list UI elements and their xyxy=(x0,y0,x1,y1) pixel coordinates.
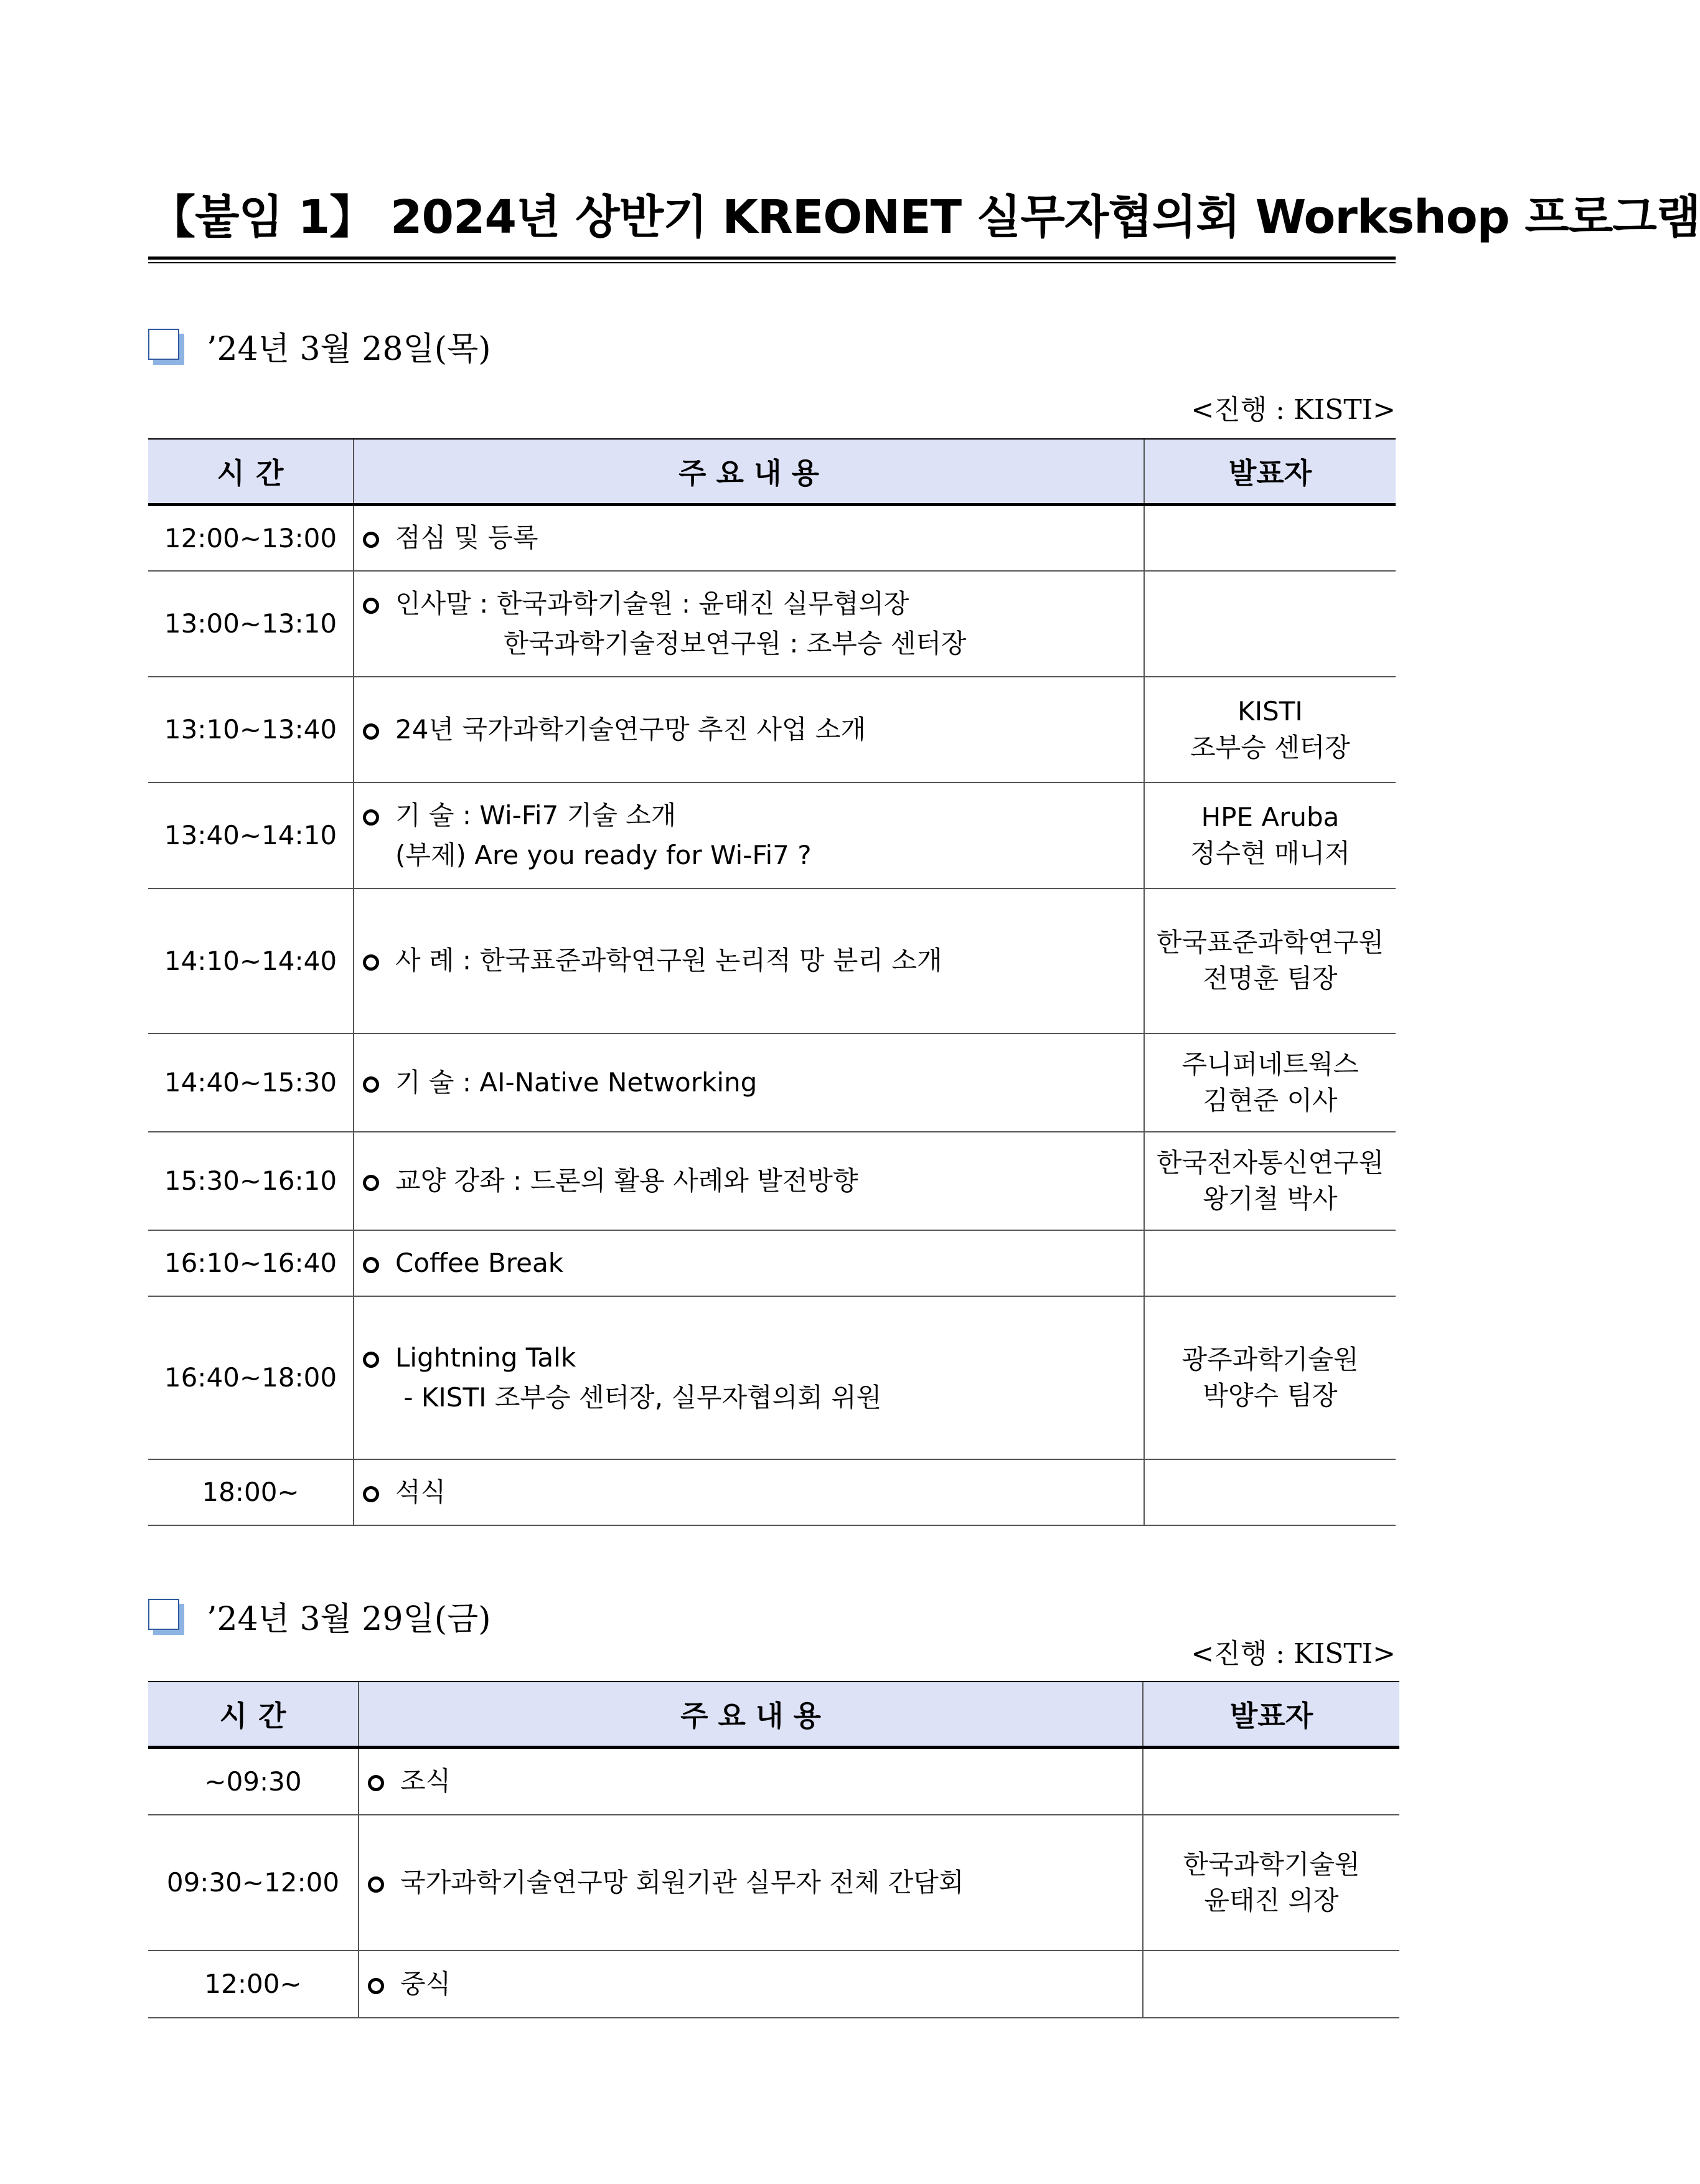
table-row xyxy=(148,888,1396,1033)
content-text: 점심 및 등록 xyxy=(395,522,538,553)
table-row xyxy=(148,783,1396,888)
header-time: 시 간 xyxy=(148,439,354,505)
header-content: 주 요 내 용 xyxy=(359,1682,1143,1748)
time-cell: 13:10~13:40 xyxy=(148,677,354,783)
time-cell: ~09:30 xyxy=(148,1748,359,1815)
speaker-line: 한국과학기술원 xyxy=(1183,1848,1360,1880)
content-line xyxy=(368,1863,1134,1903)
content-text: 사 례 : 한국표준과학연구원 논리적 망 분리 소개 xyxy=(395,945,942,976)
speaker-line: KISTI xyxy=(1237,695,1303,727)
speaker-cell xyxy=(1143,1748,1399,1815)
speaker-line: 한국전자통신연구원 xyxy=(1156,1147,1384,1178)
content-text: 중식 xyxy=(400,1968,451,1999)
content-cell xyxy=(354,571,1144,677)
speaker-line: 왕기철 박사 xyxy=(1203,1183,1338,1214)
circle-bullet-icon xyxy=(363,809,379,826)
circle-bullet-icon xyxy=(363,723,379,740)
page-title: 【붙임 1】 2024년 상반기 KREONET 실무자협의회 Workshop 프로그램 xyxy=(149,191,1700,244)
speaker-cell xyxy=(1144,505,1396,571)
checkbox-square-icon xyxy=(148,1599,182,1632)
content-text: 기 술 : Wi-Fi7 기술 소개 xyxy=(395,799,677,831)
circle-bullet-icon xyxy=(368,1978,384,1994)
time-cell: 16:40~18:00 xyxy=(148,1296,354,1459)
circle-bullet-icon xyxy=(363,598,379,614)
content-line xyxy=(363,710,1135,750)
time-cell: 13:00~13:10 xyxy=(148,571,354,677)
speaker-line: 윤태진 의장 xyxy=(1204,1885,1339,1916)
table-row xyxy=(148,677,1396,783)
content-text: - KISTI 조부승 센터장, 실무자협의회 위원 xyxy=(395,1381,882,1413)
content-text: 국가과학기술연구망 회원기관 실무자 전체 간담회 xyxy=(400,1866,964,1898)
content-text: 인사말 : 한국과학기술원 : 윤태진 실무협의장 xyxy=(395,588,909,619)
speaker-line: 김현준 이사 xyxy=(1203,1085,1338,1116)
content-cell xyxy=(354,1230,1144,1296)
day1-date: ’24년 3월 28일(목) xyxy=(207,330,491,368)
speaker-cell xyxy=(1144,1459,1396,1525)
time-cell: 13:40~14:10 xyxy=(148,783,354,888)
content-line xyxy=(363,624,1135,664)
time-cell: 14:40~15:30 xyxy=(148,1033,354,1132)
speaker-cell xyxy=(1144,1033,1396,1132)
content-text: 석식 xyxy=(395,1476,446,1507)
content-line xyxy=(363,796,1135,835)
speaker-cell xyxy=(1144,888,1396,1033)
content-line xyxy=(363,1378,1135,1418)
speaker-cell xyxy=(1144,571,1396,677)
content-text: (부제) Are you ready for Wi-Fi7 ? xyxy=(395,839,812,870)
table-row xyxy=(148,505,1396,571)
speaker-cell xyxy=(1144,783,1396,888)
checkbox-square-icon xyxy=(148,329,182,362)
title-rule-thin xyxy=(148,262,1396,263)
title-rule xyxy=(148,257,1396,260)
table-header-row xyxy=(148,1682,1399,1748)
time-cell: 09:30~12:00 xyxy=(148,1815,359,1951)
content-text: Lightning Talk xyxy=(395,1342,576,1373)
speaker-line: 박양수 팀장 xyxy=(1203,1380,1338,1411)
circle-bullet-icon xyxy=(368,1876,384,1893)
content-line xyxy=(363,1338,1135,1378)
header-speaker: 발표자 xyxy=(1143,1682,1399,1748)
speaker-cell xyxy=(1143,1951,1399,2018)
circle-bullet-icon xyxy=(363,1257,379,1273)
circle-bullet-icon xyxy=(363,1352,379,1368)
speaker-cell xyxy=(1143,1815,1399,1951)
table-row xyxy=(148,1951,1399,2018)
content-line xyxy=(363,1063,1135,1103)
header-content: 주 요 내 용 xyxy=(354,439,1144,505)
content-cell xyxy=(354,1459,1144,1525)
header-speaker: 발표자 xyxy=(1144,439,1396,505)
content-text: 24년 국가과학기술연구망 추진 사업 소개 xyxy=(395,713,866,745)
table-row xyxy=(148,1132,1396,1230)
day2-host: <진행 : KISTI> xyxy=(1191,1638,1396,1670)
content-cell xyxy=(354,677,1144,783)
day1-host: <진행 : KISTI> xyxy=(1191,394,1396,426)
time-cell: 14:10~14:40 xyxy=(148,888,354,1033)
table-header-row xyxy=(148,439,1396,505)
content-cell xyxy=(354,1296,1144,1459)
table-row xyxy=(148,1296,1396,1459)
content-line xyxy=(368,1964,1134,2004)
circle-bullet-icon xyxy=(363,954,379,971)
content-text: Coffee Break xyxy=(395,1247,564,1278)
content-cell xyxy=(359,1748,1143,1815)
table-row xyxy=(148,1748,1399,1815)
speaker-line: 조부승 센터장 xyxy=(1190,732,1350,763)
content-cell xyxy=(359,1815,1143,1951)
table-row xyxy=(148,1459,1396,1525)
speaker-cell xyxy=(1144,1132,1396,1230)
content-line xyxy=(368,1761,1134,1801)
circle-bullet-icon xyxy=(363,1076,379,1093)
content-cell xyxy=(354,505,1144,571)
content-cell xyxy=(354,783,1144,888)
table-row xyxy=(148,1230,1396,1296)
time-cell: 12:00~ xyxy=(148,1951,359,2018)
time-cell: 18:00~ xyxy=(148,1459,354,1525)
content-line xyxy=(363,835,1135,875)
time-cell: 15:30~16:10 xyxy=(148,1132,354,1230)
speaker-line: HPE Aruba xyxy=(1201,801,1340,832)
time-cell: 12:00~13:00 xyxy=(148,505,354,571)
table-row xyxy=(148,1033,1396,1132)
day1-heading xyxy=(148,324,491,367)
circle-bullet-icon xyxy=(368,1775,384,1791)
day2-heading xyxy=(148,1594,491,1637)
content-cell xyxy=(354,1033,1144,1132)
speaker-cell xyxy=(1144,1296,1396,1459)
day2-schedule-table xyxy=(148,1681,1399,2018)
header-time: 시 간 xyxy=(148,1682,359,1748)
speaker-line: 정수현 매니저 xyxy=(1190,837,1350,868)
content-line xyxy=(363,1243,1135,1283)
time-cell: 16:10~16:40 xyxy=(148,1230,354,1296)
speaker-line: 광주과학기술원 xyxy=(1181,1344,1359,1375)
speaker-line: 주니퍼네트웍스 xyxy=(1181,1048,1359,1080)
content-text: 기 술 : AI-Native Networking xyxy=(395,1066,758,1098)
speaker-cell xyxy=(1144,677,1396,783)
content-cell xyxy=(354,1132,1144,1230)
content-line xyxy=(363,941,1135,981)
speaker-line: 한국표준과학연구원 xyxy=(1156,927,1384,958)
table-row xyxy=(148,1815,1399,1951)
content-cell xyxy=(354,888,1144,1033)
circle-bullet-icon xyxy=(363,532,379,548)
content-text: 교양 강좌 : 드론의 활용 사례와 발전방향 xyxy=(395,1165,858,1196)
day1-schedule-table xyxy=(148,438,1396,1526)
content-line xyxy=(363,1161,1135,1201)
content-text: 조식 xyxy=(400,1766,451,1797)
speaker-line: 전명훈 팀장 xyxy=(1203,963,1338,994)
circle-bullet-icon xyxy=(363,1175,379,1191)
content-line xyxy=(363,584,1135,624)
table-row xyxy=(148,571,1396,677)
day2-date: ’24년 3월 29일(금) xyxy=(207,1600,491,1638)
content-cell xyxy=(359,1951,1143,2018)
content-line xyxy=(363,1472,1135,1512)
circle-bullet-icon xyxy=(363,1486,379,1502)
content-text: 한국과학기술정보연구원 : 조부승 센터장 xyxy=(395,628,967,659)
speaker-cell xyxy=(1144,1230,1396,1296)
content-line xyxy=(363,518,1135,558)
